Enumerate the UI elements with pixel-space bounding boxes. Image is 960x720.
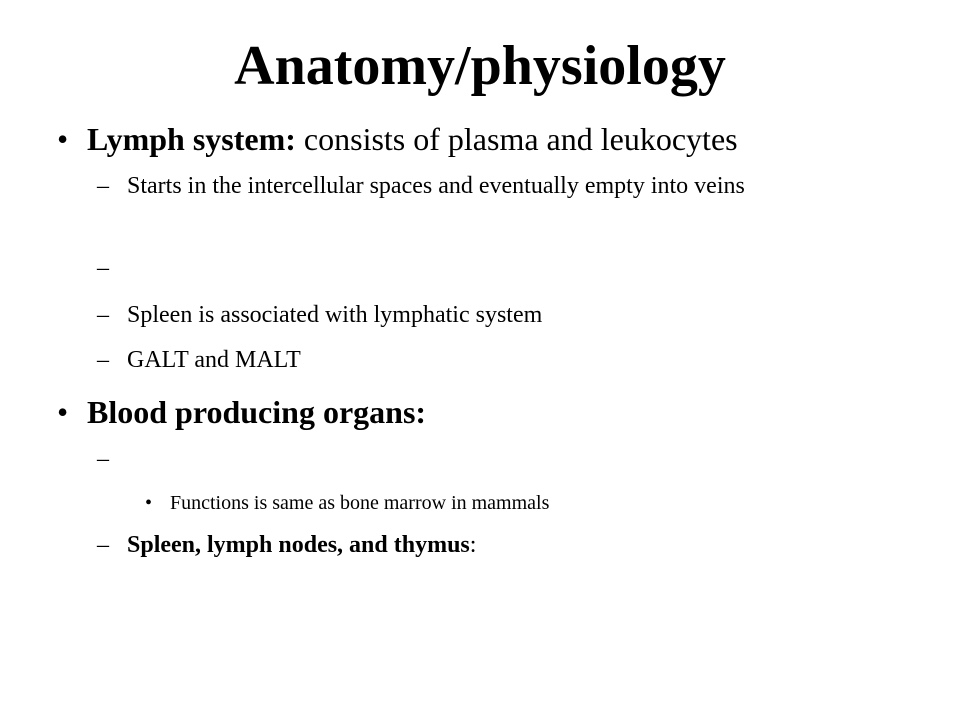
blood-heading: Blood producing organs:	[87, 394, 427, 430]
dash-empty-2: –	[97, 446, 109, 472]
lymph-heading: Lymph system:	[87, 121, 296, 157]
bullet-lymph: •	[57, 121, 69, 157]
blood-item-functions: Functions is same as bone marrow in mammals	[170, 492, 550, 514]
lymph-item-spleen: Spleen is associated with lymphatic system	[127, 302, 543, 328]
lymph-item-starts: Starts in the intercellular spaces and eventually empty into veins	[127, 173, 745, 199]
dash-starts: –	[97, 173, 109, 199]
dash-empty-1: –	[97, 255, 109, 281]
spleen-nodes-bold: Spleen, lymph nodes, and thymus	[127, 532, 470, 558]
bullet-functions: •	[145, 492, 153, 514]
dash-galt: –	[97, 347, 109, 373]
lymph-system-item	[87, 120, 738, 158]
blood-item-spleen-nodes	[127, 530, 476, 560]
lymph-item-galt: GALT and MALT	[127, 347, 301, 373]
dash-spleen: –	[97, 302, 109, 328]
bullet-blood: •	[57, 394, 69, 430]
spleen-nodes-colon: :	[469, 532, 477, 558]
slide-title: Anatomy/physiology	[234, 35, 726, 97]
dash-spleen-nodes: –	[97, 532, 109, 558]
lymph-text: consists of plasma and leukocytes	[295, 121, 738, 157]
